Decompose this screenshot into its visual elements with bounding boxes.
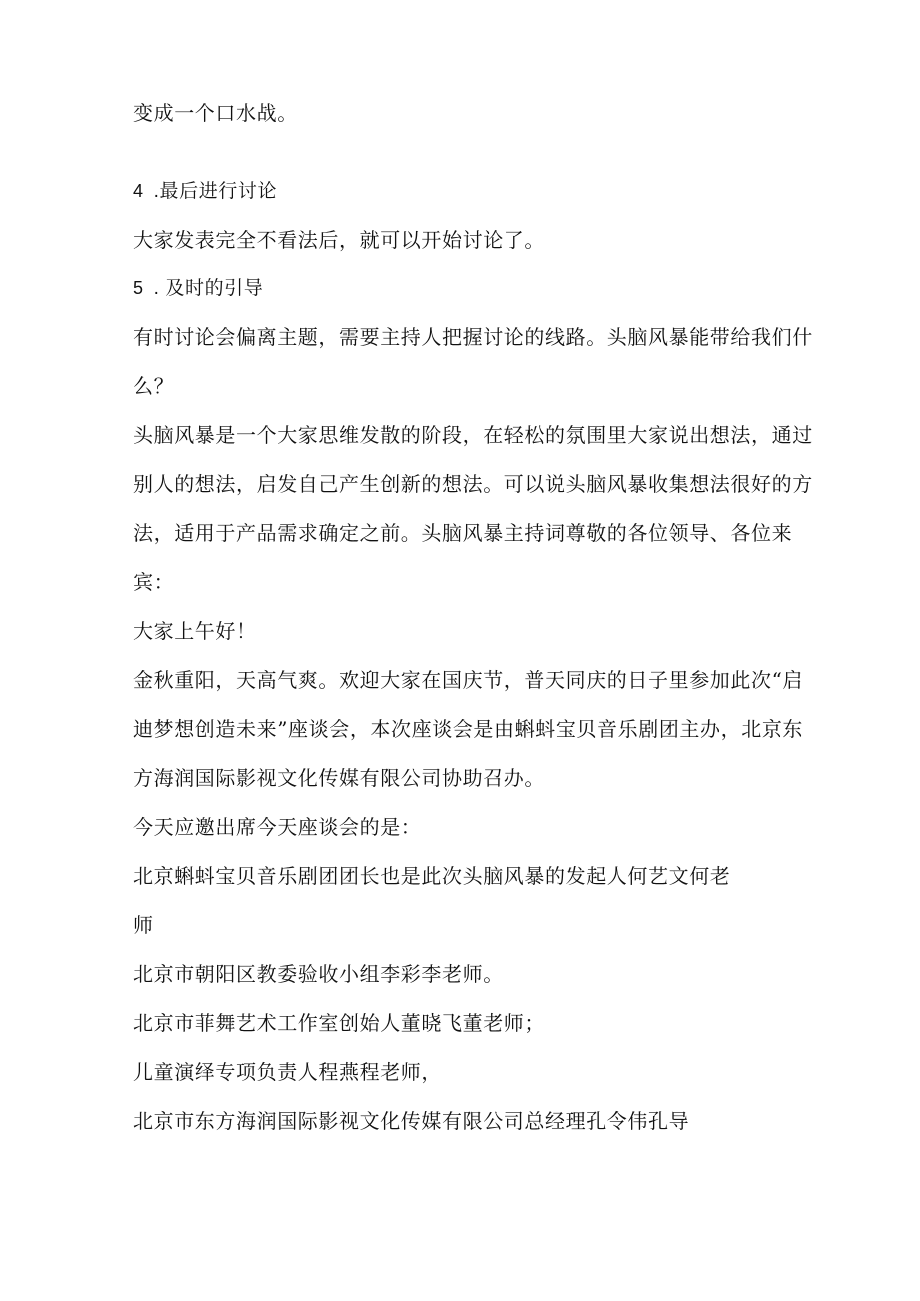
paragraph-line: 今天应邀出席今天座谈会的是： bbox=[133, 815, 422, 839]
paragraph-line: 北京蝌蚪宝贝音乐剧团团长也是此次头脑风暴的发起人何艺文何老 bbox=[133, 864, 731, 888]
section-title: . 及时的引导 bbox=[153, 278, 264, 299]
paragraph-line: 有时讨论会偏离主题，需要主持人把握讨论的线路。头脑风暴能带给我们什 bbox=[133, 325, 813, 349]
paragraph-line: 迪梦想创造未来”座谈会，本次座谈会是由蝌蚪宝贝音乐剧团主办，北京东 bbox=[133, 717, 804, 741]
paragraph-line: 北京市朝阳区教委验收小组李彩李老师。 bbox=[133, 962, 504, 986]
section-number: 5 bbox=[133, 278, 144, 298]
section-number: 4 bbox=[133, 181, 144, 201]
paragraph-line: 变成一个口水战。 bbox=[133, 101, 298, 125]
paragraph-line: 别人的想法，启发自己产生创新的想法。可以说头脑风暴收集想法很好的方 bbox=[133, 472, 813, 496]
paragraph-line: 儿童演绎专项负责人程燕程老师， bbox=[133, 1060, 442, 1084]
paragraph-line: 大家发表完全不看法后，就可以开始讨论了。 bbox=[133, 228, 545, 252]
section-heading-4 bbox=[133, 177, 277, 206]
section-heading-5 bbox=[133, 274, 263, 303]
paragraph-line: 北京市菲舞艺术工作室创始人董晓飞董老师； bbox=[133, 1011, 545, 1035]
paragraph-line: 方海润国际影视文化传媒有限公司协助召办。 bbox=[133, 766, 545, 790]
paragraph-line: 金秋重阳，天高气爽。欢迎大家在国庆节，普天同庆的日子里参加此次“启 bbox=[133, 668, 804, 692]
paragraph-line: 大家上午好！ bbox=[133, 619, 257, 643]
paragraph-line: 头脑风暴是一个大家思维发散的阶段，在轻松的氛围里大家说出想法，通过 bbox=[133, 423, 813, 447]
paragraph-line: 么？ bbox=[133, 374, 175, 398]
paragraph-line: 师 bbox=[133, 913, 154, 937]
paragraph-line: 宾： bbox=[133, 570, 175, 594]
paragraph-line: 法，适用于产品需求确定之前。头脑风暴主持词尊敬的各位领导、各位来 bbox=[133, 521, 793, 545]
paragraph-line: 北京市东方海润国际影视文化传媒有限公司总经理孔令伟孔导 bbox=[133, 1109, 690, 1133]
section-title: .最后进行讨论 bbox=[153, 181, 278, 202]
